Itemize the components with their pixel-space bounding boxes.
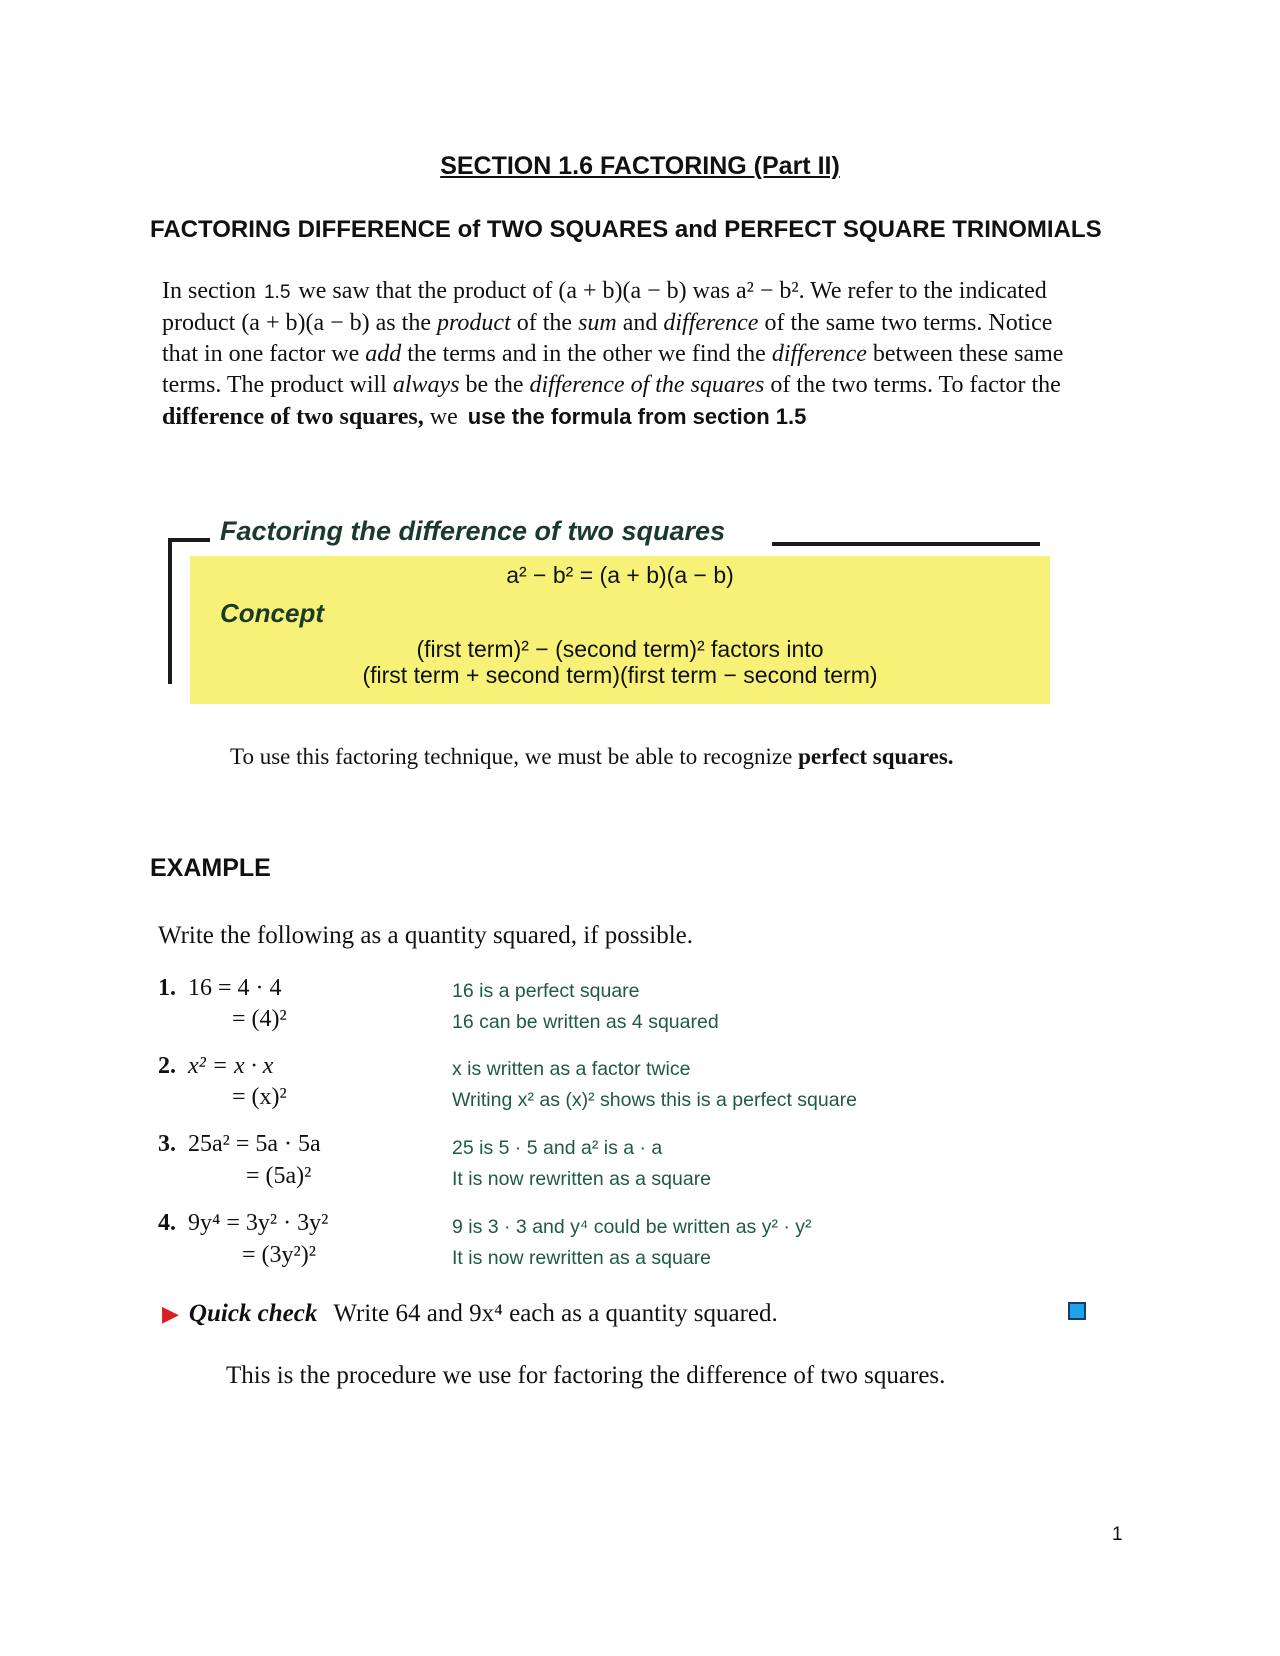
example-item-1-line1: 1. 16 = 4 · 4 bbox=[158, 975, 282, 1001]
recognize-paragraph: To use this factoring technique, we must be able to recognize perfect squares. bbox=[230, 744, 954, 769]
example-item-1-note1: 16 is a perfect square bbox=[452, 980, 640, 1002]
concept-box-left-rule bbox=[168, 538, 172, 684]
concept-box-heading: Factoring the difference of two squares bbox=[220, 516, 726, 546]
example-item-2-line2: = (x)² bbox=[232, 1084, 287, 1110]
concept-label: Concept bbox=[220, 598, 324, 628]
quick-check bbox=[162, 1300, 778, 1328]
example-item-1-line2: = (4)² bbox=[232, 1006, 287, 1032]
example-item-4-line2: = (3y²)² bbox=[242, 1242, 316, 1268]
example-item-4-note2: It is now rewritten as a square bbox=[452, 1247, 712, 1269]
concept-formula: a² − b² = (a + b)(a − b) bbox=[506, 562, 734, 588]
example-item-2-note1: x is written as a factor twice bbox=[452, 1058, 691, 1080]
example-heading: EXAMPLE bbox=[150, 854, 271, 882]
example-item-4-line1: 4. 9y⁴ = 3y² · 3y² bbox=[158, 1210, 329, 1236]
end-square-icon bbox=[1068, 1302, 1086, 1320]
concept-box-top-rule-left bbox=[168, 538, 210, 542]
example-item-2-line1: 2. x² = x · x bbox=[158, 1053, 274, 1079]
section-ref: 1.5 bbox=[263, 282, 291, 303]
example-item-3-line2: = (5a)² bbox=[246, 1163, 312, 1189]
play-arrow-icon: ▶ bbox=[162, 1301, 179, 1326]
example-item-4-note1: 9 is 3 · 3 and y⁴ could be written as y² · y² bbox=[452, 1216, 812, 1238]
procedure-text: This is the procedure we use for factoring the difference of two squares. bbox=[226, 1362, 946, 1389]
concept-box-top-rule-right bbox=[772, 542, 1040, 546]
quick-check-label: Quick check bbox=[188, 1300, 318, 1327]
section-subtitle: FACTORING DIFFERENCE of TWO SQUARES and PERFECT SQUARE TRINOMIALS bbox=[150, 216, 1102, 243]
concept-line-1: (first term)² − (second term)² factors into bbox=[416, 636, 824, 662]
example-item-3-note1: 25 is 5 · 5 and a² is a · a bbox=[452, 1137, 663, 1159]
page-title: SECTION 1.6 FACTORING (Part II) bbox=[440, 152, 840, 180]
example-item-3-note2: It is now rewritten as a square bbox=[452, 1168, 712, 1190]
intro-paragraph: In section 1.5 we saw that the product of (a + b)(a − b) was a² − b². We refer to the indicated product (a + b)(a − b) as the product of the sum and difference of the same two terms. Notice that in one factor we add the terms and in the other we find the difference between these same terms. The product will always be the difference of the squares of the two terms. To factor the difference of two squares, we use the formula from section 1.5 bbox=[162, 278, 1064, 430]
example-instruction: Write the following as a quantity squared, if possible. bbox=[158, 922, 693, 949]
page-number: 1 bbox=[1112, 1524, 1123, 1545]
formula-reference: use the formula from section 1.5 bbox=[467, 404, 807, 429]
concept-line-2: (first term + second term)(first term − second term) bbox=[362, 662, 878, 688]
example-item-3-line1: 3. 25a² = 5a · 5a bbox=[158, 1131, 321, 1157]
example-item-2-note2: Writing x² as (x)² shows this is a perfect square bbox=[452, 1089, 857, 1111]
example-item-1-note2: 16 can be written as 4 squared bbox=[452, 1011, 719, 1033]
quick-check-text: Write 64 and 9x⁴ each as a quantity squared. bbox=[333, 1300, 778, 1327]
